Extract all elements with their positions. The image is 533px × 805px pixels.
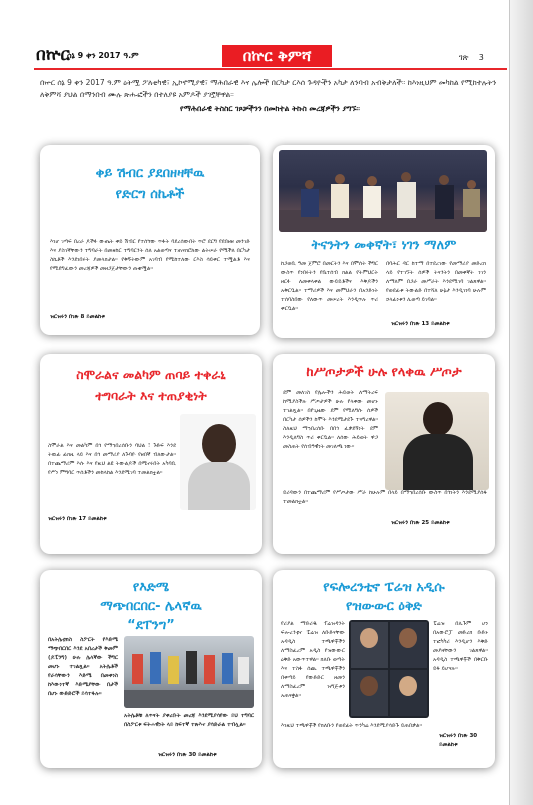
title-line: የፍሎረንቲኖ ፔሬዝ አዲሱ — [323, 580, 445, 595]
story-body-left: በአትሌቲክስ ስፖርት የእድሜ ማጭበርበር እንደ አበረታች ቅመም (ዶፒንግ) ሁሉ ሌላኛው ችግር መሆኑ ተገልጿል። አትሌቶች የራሳቸውን እድሜ በመቀነስ ከእውነተኛ እድሜያቸው በታች በሆኑ ውድድሮች ይሳተፋሉ። — [48, 637, 118, 697]
page-reference[interactable]: ዝርዝሩን በገጽ 17 ይመልከቱ — [48, 516, 107, 522]
title-line: ተግባራት እና ተጠያቂነት — [95, 388, 207, 403]
story-title — [40, 163, 260, 205]
event-photo — [279, 150, 487, 232]
page-reference[interactable]: ዝርዝሩን በገጽ 25 ይመልከቱ — [391, 520, 450, 526]
story-card-age-fraud[interactable] — [40, 570, 262, 768]
story-card-perez-transfer[interactable] — [273, 570, 495, 768]
story-body-right: አትሌቶቹ ለጥናት ያቀረቡት መረጃ እንደሚያሳየው ይህ ተግባር በስፖርቱ ፍትሐዊነት ላይ ከፍተኛ ተጽእኖ ያሳድራል ተብሏል። — [124, 713, 254, 728]
header-rule — [34, 68, 507, 70]
intro-social-note: የማሕበራዊ ትስስር ገጾቻችንን በመከተል ትኩስ መረጃዎችን ያግኙ። — [180, 104, 360, 113]
title-line: “ደፐንግ” — [127, 618, 175, 633]
page-reference[interactable]: ዝርዝሩን በገጽ 13 ይመልከቱ — [391, 321, 450, 327]
story-title: ትናንትን መቀኛት፣ ነገን ማለም — [311, 238, 457, 253]
story-body-bottom: ይሪዳውን በተጨማሪም የሥጦታው ሥራ ከሁሉም በላይ በማኅበረሰቡ ውስጥ በጎነትን እንደሚያሰፋ ተመልክቷል። — [283, 490, 487, 505]
page-edge-line — [509, 0, 510, 805]
page-reference[interactable]: ዝርዝሩን በገጽ 8 ይመልከቱ — [50, 314, 105, 320]
story-title — [273, 578, 495, 616]
story-card-yesterday-tomorrow[interactable] — [273, 145, 495, 338]
page-indicator — [459, 53, 484, 63]
portrait-photo — [385, 392, 489, 490]
story-title — [40, 578, 262, 635]
story-card-gift[interactable] — [273, 354, 495, 554]
story-body: ደም መለገስ የሌሎችን ሕይወት ለማትረፍ ከሚያስችሉ ሥጦታዎች ሁሉ የላቀው መሆኑ ተገልጿል። በየጊዜው ደም የሚለግሱ ሰዎች በርካታ ሰዎችን ከሞት እንደሚታደጉ ተናግረዋል። ስለዚህ ማኅበረሰቡ በበጎ ፈቃደኝነት ደም እንዲለግስ ጥሪ ቀርቧል። ለሰው ሕይወት ዋጋ መስጠት የሰብዓዊነት መገለጫ ነው። — [283, 390, 378, 450]
portrait-photo — [180, 414, 256, 510]
intro-text: በኵር ሰኔ 9 ቀን 2017 ዓ.ም ዕትሟ ፖለቲካዊ፣ ኢኮኖሚያዊ፣ ማሕበራዊ እና ሌሎች በርካታ ርእሰ ጉዳዮችን አካታ ለንባብ አብቅታለች። ከእነዚህም መካከል የሚከተሉትን ለቅምሻ ያህል በማንበብ ሙሉ ጽሑፎችን በተለያዩ አምዶች ያገኟቸዋል። — [40, 78, 497, 99]
title-line: የዝውውር ዕቅድ — [346, 599, 422, 614]
page-reference[interactable]: ዝርዝሩን በገጽ 30 ይመልከቱ — [439, 733, 478, 748]
title-line: የእድሜ — [132, 580, 170, 595]
title-line: ቀይ ሽብር ያደበዘዛቸዉ — [95, 166, 205, 181]
section-masthead: በኵር ቅምሻ — [222, 45, 332, 67]
story-body-col2: በባሕር ዳር ከተማ በተደረገው የመማሪያ መድረክ ላይ የተገኙት ሰዎች ትናንትን በመቀኛት ነገን ለማለም በጋራ መሥራት እንደሚገባ ገልጸዋል። የወደፊቱ ትውልድ በተሻለ ሁኔታ እንዲገነባ ሁሉም ኃላፊነቱን ሊወጣ ይገባል። — [386, 261, 486, 303]
title-line: ስሞራልና መልካም ጠባይ ተቀራኒ — [76, 367, 226, 382]
story-title — [40, 364, 262, 406]
story-body-right: ፔሬዝ በሊጉም ሆነ በአውሮፓ መድረክ ቡድኑ ተፎካካሪ እንዲሆን እቅድ መያዛቸውን ገልጸዋል። አዳዲስ ተጫዋቾች በቅርቡ ይፋ ይሆናሉ። — [433, 621, 488, 672]
newspaper-name: በኵር — [36, 45, 70, 65]
story-body: ስሞራል እና መልካም በጎ የማኅበረሰቡን ባህል ፣ ጉድፍ እንደ ትዉፊ ፊክዚ ላይ እና በጎ መማሪያ ለጉባዮ የዘበኛ ብለውታል። በተጨማሪም እሱ እና የዚህ ልዩ ትውልዶች በሚኖሩበት አካባቢ የሥነ ምግባር ጥሰቶችን መከላከል እንደሚገባ ተመልክቷል። — [48, 443, 176, 476]
race-photo — [124, 636, 254, 708]
story-body-left: የሪያል ማድሪዱ ፕሬዝዳንት ፍሎረንቲኖ ፔሬዝ ለቡድናቸው አዳዲስ ተጫዋቾችን ለማስፈረም አዲስ የዝውውር ዕቅድ አውጥተዋል። ክለቡ ወጣት እና ተስፋ ሰጪ ተጫዋቾችን በቀጣይ የውድድር ዘመን ለማስፈረም ዝግጅቱን አጠናቋል። — [281, 621, 345, 699]
story-card-morality[interactable] — [40, 354, 262, 554]
story-body-col1: ከጋወቢ ዓመ ጀምሮ በመርትን እና በሞሰት ችግር ውስጥ የነበሩትን የቤተሰብ ክልል የትምህርት ዘርፉ ለመቀላቀል ውይይቶችና እቅዶችን አቅርቧል። ተማሪዎች እና መምህራን በአንድነት ተሰባስበው የለውጥ መሠረት እንዲጥሉ ጥሪ ቀርቧል። — [281, 261, 378, 312]
title-line: ማጭበርበር- ሌላኛዉ — [100, 599, 202, 614]
title-line: የድርግ ሰኬቶች — [115, 187, 185, 202]
page-number: 3 — [478, 53, 484, 62]
players-photo — [349, 620, 429, 718]
story-body: እነሆ ገጣፍ በረራ ዶችፉ ውጤት ቀይ ሽብር የተሰኘው ጥፋት ባደረሰውበት ጥሮ ደርግ የደበዘዘ መንገድ እና ያስገኛቸውን ተግባራት በመዘከር ተግባርንት ሰለ አልወጣና ተጠናክሮለው ልትሠራ የሚችለ በርካታ ስኬቶች እንደነበሩት ያመላክታል። የቅኝትውም አገባብ የሚከተለው ርእስ ሳይቀር ተሟልቶ እና የሚደግፈውን መረጃዎች መዘጋጀታቸውን ጠቁሟል። — [50, 239, 250, 272]
story-title: ከሥጦታዎች ሁሉ የላቀዉ ሥጦታ — [306, 365, 462, 380]
story-card-red-terror[interactable] — [40, 145, 260, 335]
story-body-bottom: እነዚህ ተጫዋቾች የክለቡን የወደፊት ጥንካሬ እንደሚያሳድጉ ይጠበቃል። — [281, 723, 423, 729]
page-reference[interactable]: ዝርዝሩን በገጽ 30 ይመልከቱ — [158, 752, 217, 758]
page-edge — [509, 0, 533, 805]
issue-date: ሰኔ 9 ቀን 2017 ዓ.ም — [67, 51, 139, 60]
page-label: ገጽ — [459, 53, 469, 62]
